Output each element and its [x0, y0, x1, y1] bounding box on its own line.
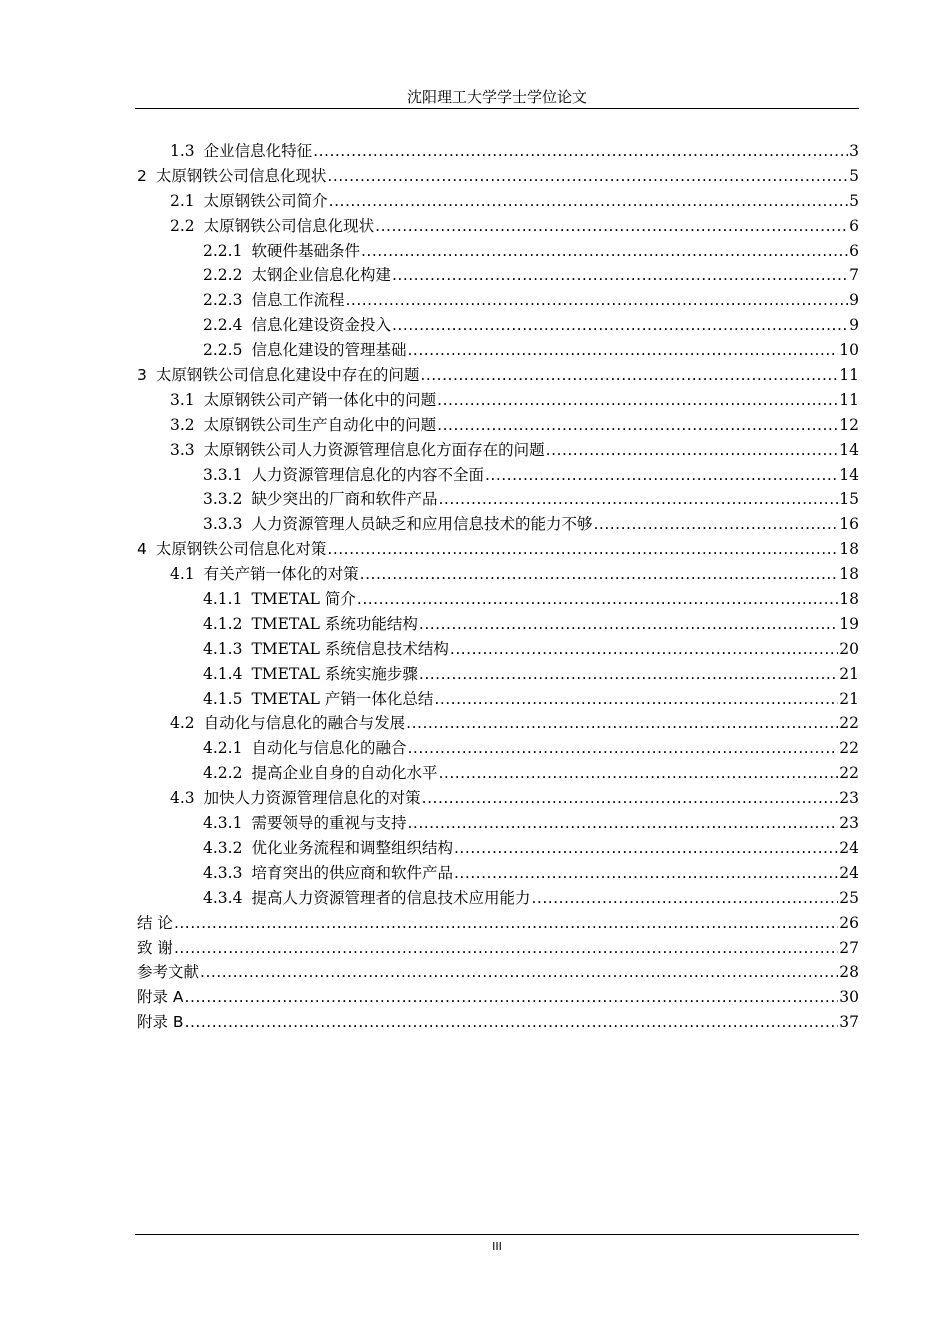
toc-entry-acknowledgement[interactable]	[135, 936, 859, 961]
toc-leader	[438, 487, 838, 512]
toc-entry-2-2-2[interactable]	[135, 263, 859, 288]
toc-title: 需要领导的重视与支持	[251, 814, 407, 833]
toc-page-number: 11	[839, 390, 859, 409]
toc-title: 太原钢铁公司简介	[203, 191, 328, 210]
toc-entry-2-2-1[interactable]	[135, 239, 859, 264]
toc-entry-4-1[interactable]	[135, 562, 859, 587]
toc-title: 培育突出的供应商和软件产品	[251, 863, 453, 882]
toc-entry-4-2[interactable]	[135, 711, 859, 736]
toc-leader	[485, 463, 838, 488]
toc-title: TMETAL 系统实施步骤	[251, 664, 418, 683]
toc-leader	[375, 214, 848, 239]
toc-leader	[200, 960, 838, 985]
toc-entry-3-1[interactable]	[135, 388, 859, 413]
toc-leader	[407, 811, 838, 836]
toc-number: 4	[137, 540, 147, 559]
toc-leader	[454, 836, 838, 861]
toc-leader	[392, 313, 848, 338]
toc-title: 缺少突出的厂商和软件产品	[251, 490, 438, 509]
toc-title: 有关产销一体化的对策	[203, 565, 359, 584]
header-rule	[135, 108, 859, 109]
toc-page-number: 10	[839, 341, 859, 360]
toc-title: 太钢企业信息化构建	[251, 266, 391, 285]
toc-title: 太原钢铁公司信息化现状	[203, 216, 375, 235]
toc-entry-4-1-2[interactable]	[135, 612, 859, 637]
toc-page-number: 14	[839, 465, 859, 484]
toc-title: 太原钢铁公司信息化现状	[155, 166, 327, 185]
toc-page-number: 26	[839, 913, 859, 932]
toc-leader	[407, 736, 838, 761]
toc-leader	[434, 687, 838, 712]
toc-number: 4.3.4	[203, 888, 243, 907]
toc-leader	[174, 911, 838, 936]
toc-page-number: 9	[849, 316, 859, 335]
toc-title: 附录 A	[137, 988, 184, 1007]
toc-leader	[357, 587, 838, 612]
toc-page-number: 21	[839, 689, 859, 708]
toc-entry-4-3-4[interactable]	[135, 886, 859, 911]
toc-page-number: 28	[839, 963, 859, 982]
toc-entry-2-1[interactable]	[135, 189, 859, 214]
toc-entry-3-3[interactable]	[135, 438, 859, 463]
toc-number: 2	[137, 166, 147, 185]
toc-title: 信息化建设的管理基础	[251, 341, 407, 360]
toc-page-number: 21	[839, 664, 859, 683]
toc-leader	[406, 711, 838, 736]
toc-entry-4-1-4[interactable]	[135, 662, 859, 687]
toc-page-number: 19	[839, 614, 859, 633]
toc-page-number: 14	[839, 440, 859, 459]
toc-number: 2.1	[170, 191, 195, 210]
toc-title: 太原钢铁公司产销一体化中的问题	[203, 390, 437, 409]
toc-leader	[327, 164, 848, 189]
toc-leader	[407, 338, 838, 363]
toc-entry-4[interactable]	[135, 537, 859, 562]
toc-page-number: 24	[839, 863, 859, 882]
toc-leader	[546, 438, 839, 463]
toc-leader	[593, 512, 838, 537]
page-header-title: 沈阳理工大学学士学位论文	[406, 88, 587, 106]
toc-number: 2.2	[170, 216, 195, 235]
toc-number: 3.2	[170, 415, 195, 434]
toc-number: 4.1.5	[203, 689, 243, 708]
toc-page-number: 9	[849, 291, 859, 310]
toc-number: 3.3.1	[203, 465, 243, 484]
toc-entry-appendix-a[interactable]	[135, 985, 859, 1010]
toc-leader	[329, 189, 848, 214]
toc-number: 1.3	[170, 142, 195, 160]
toc-leader	[327, 537, 838, 562]
toc-title: 提高人力资源管理者的信息技术应用能力	[251, 888, 531, 907]
toc-entry-3-2[interactable]	[135, 413, 859, 438]
toc-entry-4-3-2[interactable]	[135, 836, 859, 861]
footer-rule	[135, 1234, 859, 1235]
toc-number: 4.3.1	[203, 814, 243, 833]
toc-entry-2[interactable]	[135, 164, 859, 189]
toc-title: 加快人力资源管理信息化的对策	[203, 789, 421, 808]
toc-page-number: 25	[839, 888, 859, 907]
toc-title: 太原钢铁公司信息化建设中存在的问题	[155, 366, 420, 385]
toc-number: 3.3.2	[203, 490, 243, 509]
toc-page-number: 23	[839, 789, 859, 808]
toc-entry-2-2-3[interactable]	[135, 288, 859, 313]
toc-title: TMETAL 系统功能结构	[251, 614, 418, 633]
footer-page-number: III	[492, 1240, 502, 1253]
toc-leader	[419, 612, 838, 637]
toc-leader	[185, 1010, 839, 1035]
toc-page-number: 7	[849, 266, 859, 285]
toc-page-number: 30	[839, 988, 859, 1007]
toc-number: 4.1.3	[203, 639, 243, 658]
toc-page-number: 11	[839, 366, 859, 385]
toc-entry-2-2-5[interactable]	[135, 338, 859, 363]
toc-title: 人力资源管理人员缺乏和应用信息技术的能力不够	[251, 515, 593, 534]
toc-number: 2.2.1	[203, 241, 243, 260]
toc-entry-2-2-4[interactable]	[135, 313, 859, 338]
toc-number: 3	[137, 366, 147, 385]
toc-entry-4-1-1[interactable]	[135, 587, 859, 612]
toc-entry-3[interactable]	[135, 363, 859, 388]
toc-leader	[437, 413, 838, 438]
toc-entry-1-3[interactable]	[135, 139, 859, 164]
toc-title: 信息工作流程	[251, 291, 345, 310]
toc-page-number: 24	[839, 838, 859, 857]
toc-title: 自动化与信息化的融合与发展	[203, 714, 406, 733]
toc-number: 3.1	[170, 390, 195, 409]
toc-page-number: 22	[839, 739, 859, 758]
toc-leader	[345, 288, 848, 313]
toc-entry-4-3[interactable]	[135, 786, 859, 811]
toc-entry-4-1-3[interactable]	[135, 637, 859, 662]
table-of-contents	[135, 139, 859, 1035]
toc-number: 4.2	[170, 714, 195, 733]
toc-leader	[450, 637, 838, 662]
toc-entry-3-3-3[interactable]	[135, 512, 859, 537]
toc-entry-3-3-2[interactable]	[135, 487, 859, 512]
toc-number: 4.1	[170, 565, 195, 584]
toc-title: TMETAL 简介	[251, 590, 356, 609]
toc-leader	[185, 985, 839, 1010]
toc-page-number: 18	[839, 590, 859, 609]
toc-page-number: 22	[839, 714, 859, 733]
toc-number: 2.2.3	[203, 291, 243, 310]
toc-page-number: 27	[839, 938, 859, 957]
toc-leader	[438, 761, 838, 786]
toc-number: 4.3	[170, 789, 195, 808]
toc-leader	[531, 886, 838, 911]
toc-leader	[419, 662, 838, 687]
toc-number: 2.2.5	[203, 341, 243, 360]
toc-page-number: 6	[849, 241, 859, 260]
toc-page-number: 5	[849, 166, 859, 185]
toc-title: 提高企业自身的自动化水平	[251, 764, 438, 783]
toc-leader	[392, 263, 848, 288]
toc-leader	[360, 562, 839, 587]
toc-entry-conclusion[interactable]	[135, 911, 859, 936]
toc-entry-appendix-b[interactable]	[135, 1010, 859, 1035]
toc-page-number: 3	[849, 142, 859, 160]
toc-page-number: 18	[839, 540, 859, 559]
toc-title: 结 论	[137, 913, 173, 932]
toc-page-number: 18	[839, 565, 859, 584]
toc-leader	[420, 363, 838, 388]
toc-entry-3-3-1[interactable]	[135, 463, 859, 488]
toc-leader	[361, 239, 848, 264]
toc-number: 4.1.4	[203, 664, 243, 683]
toc-page-number: 22	[839, 764, 859, 783]
toc-number: 2.2.4	[203, 316, 243, 335]
toc-entry-4-1-5[interactable]	[135, 687, 859, 712]
toc-title: 企业信息化特征	[203, 142, 313, 160]
toc-title: 软硬件基础条件	[251, 241, 360, 260]
toc-title: 信息化建设资金投入	[251, 316, 391, 335]
toc-title: 附录 B	[137, 1013, 184, 1032]
toc-page-number: 12	[839, 415, 859, 434]
toc-entry-references[interactable]	[135, 960, 859, 985]
toc-number: 4.2.1	[203, 739, 243, 758]
toc-number: 4.3.3	[203, 863, 243, 882]
toc-leader	[422, 786, 839, 811]
toc-title: 太原钢铁公司生产自动化中的问题	[203, 415, 437, 434]
toc-title: 优化业务流程和调整组织结构	[251, 838, 453, 857]
toc-number: 4.3.2	[203, 838, 243, 857]
toc-entry-4-3-1[interactable]	[135, 811, 859, 836]
toc-title: 参考文献	[137, 963, 200, 982]
toc-title: TMETAL 产销一体化总结	[251, 689, 434, 708]
toc-title: 致 谢	[137, 938, 173, 957]
toc-page-number: 23	[839, 814, 859, 833]
toc-page-number: 15	[839, 490, 859, 509]
toc-title: 人力资源管理信息化的内容不全面	[251, 465, 484, 484]
toc-leader	[437, 388, 838, 413]
toc-number: 4.1.1	[203, 590, 243, 609]
toc-leader	[313, 139, 848, 164]
toc-entry-2-2[interactable]	[135, 214, 859, 239]
toc-title: 太原钢铁公司人力资源管理信息化方面存在的问题	[203, 440, 545, 459]
toc-page-number: 20	[839, 639, 859, 658]
toc-leader	[454, 861, 838, 886]
toc-entry-4-3-3[interactable]	[135, 861, 859, 886]
toc-page-number: 16	[839, 515, 859, 534]
toc-number: 2.2.2	[203, 266, 243, 285]
toc-number: 4.1.2	[203, 614, 243, 633]
toc-page-number: 5	[849, 191, 859, 210]
toc-page-number: 37	[839, 1013, 859, 1032]
toc-leader	[174, 936, 838, 961]
toc-entry-4-2-1[interactable]	[135, 736, 859, 761]
toc-number: 3.3.3	[203, 515, 243, 534]
toc-number: 3.3	[170, 440, 195, 459]
toc-title: 太原钢铁公司信息化对策	[155, 540, 327, 559]
toc-title: 自动化与信息化的融合	[251, 739, 407, 758]
toc-page-number: 6	[849, 216, 859, 235]
toc-entry-4-2-2[interactable]	[135, 761, 859, 786]
toc-number: 4.2.2	[203, 764, 243, 783]
toc-title: TMETAL 系统信息技术结构	[251, 639, 449, 658]
